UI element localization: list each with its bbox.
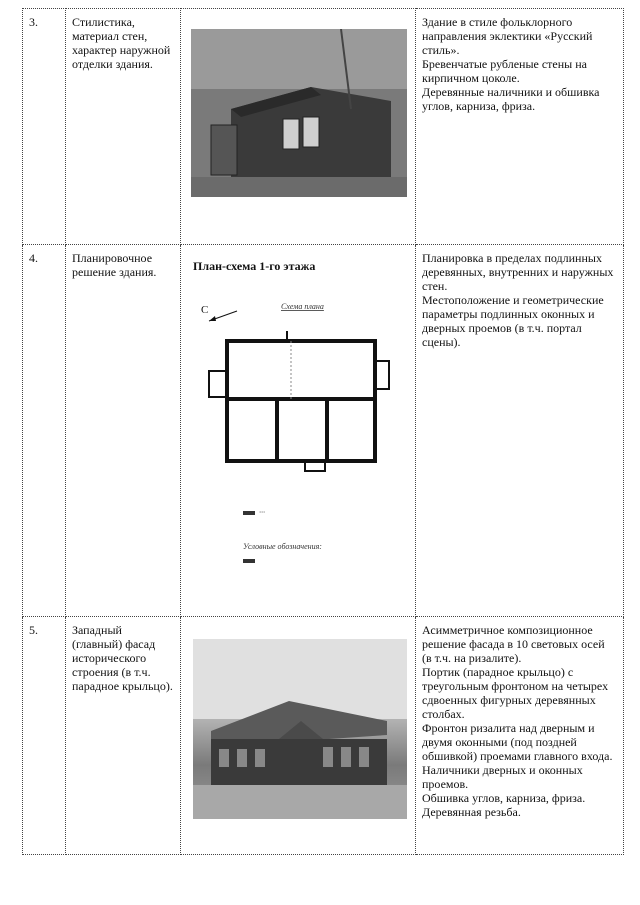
description-line: Деревянные наличники и обшивка углов, карниза, фриза. xyxy=(422,85,600,113)
row-name: Планировочное решение здания. xyxy=(66,245,181,617)
building-photo-drawing xyxy=(191,29,407,197)
description-line: Деревянная резьба. xyxy=(422,805,521,819)
building-photo xyxy=(191,29,407,197)
svg-text:···: ··· xyxy=(259,508,265,517)
row-description xyxy=(416,245,624,617)
compass-label: С xyxy=(201,304,209,316)
floor-plan-drawing xyxy=(187,279,403,569)
description-line: Бревенчатые рубленые стены на кирпичном цоколе. xyxy=(422,57,587,85)
row-description xyxy=(416,9,624,245)
legend-title: Условные обозначения: xyxy=(243,542,322,551)
row-number: 5. xyxy=(23,617,66,855)
row-name: Западный (главный) фасад исторического строения (в т.ч. парадное крыльцо). xyxy=(66,617,181,855)
row-number: 4. xyxy=(23,245,66,617)
facade-photo-drawing xyxy=(193,639,407,819)
compass-arrow-icon xyxy=(209,316,216,321)
row-name: Стилистика, материал стен, характер наружной отделки здания. xyxy=(66,9,181,245)
description-line: Планировка в пределах подлинных деревянных, внутренних и наружных стен. xyxy=(422,251,614,293)
description-line: Здание в стиле фольклорного направления эклектики «Русский стиль». xyxy=(422,15,593,57)
description-line: Наличники дверных и оконных проемов. xyxy=(422,763,583,791)
description-line: Фронтон ризалита над дверным и двумя оконными (под поздней обшивкой) проемами главного входа. xyxy=(422,721,613,763)
description-line: Местоположение и геометрические параметры подлинных оконных и дверных проемов (в т.ч. портал сцены). xyxy=(422,293,604,349)
row-description xyxy=(416,617,624,855)
protection-table xyxy=(22,8,624,855)
row-number: 3. xyxy=(23,9,66,245)
table-row xyxy=(23,617,624,855)
row-image-cell xyxy=(181,617,416,855)
table-row xyxy=(23,245,624,617)
row-image-cell xyxy=(181,9,416,245)
plan-heading: Схема плана xyxy=(281,302,324,311)
description-line: Асимметричное композиционное решение фасада в 10 световых осей (в т.ч. на ризалите). xyxy=(422,623,605,665)
description-line: Обшивка углов, карниза, фриза. xyxy=(422,791,586,805)
plan-title: План-схема 1-го этажа xyxy=(193,259,316,273)
row-image-cell xyxy=(181,245,416,617)
description-line: Портик (парадное крыльцо) с треугольным фронтоном на четырех сдвоенных фигурных деревянных столбах. xyxy=(422,665,609,721)
table-row xyxy=(23,9,624,245)
facade-photo xyxy=(193,639,407,819)
